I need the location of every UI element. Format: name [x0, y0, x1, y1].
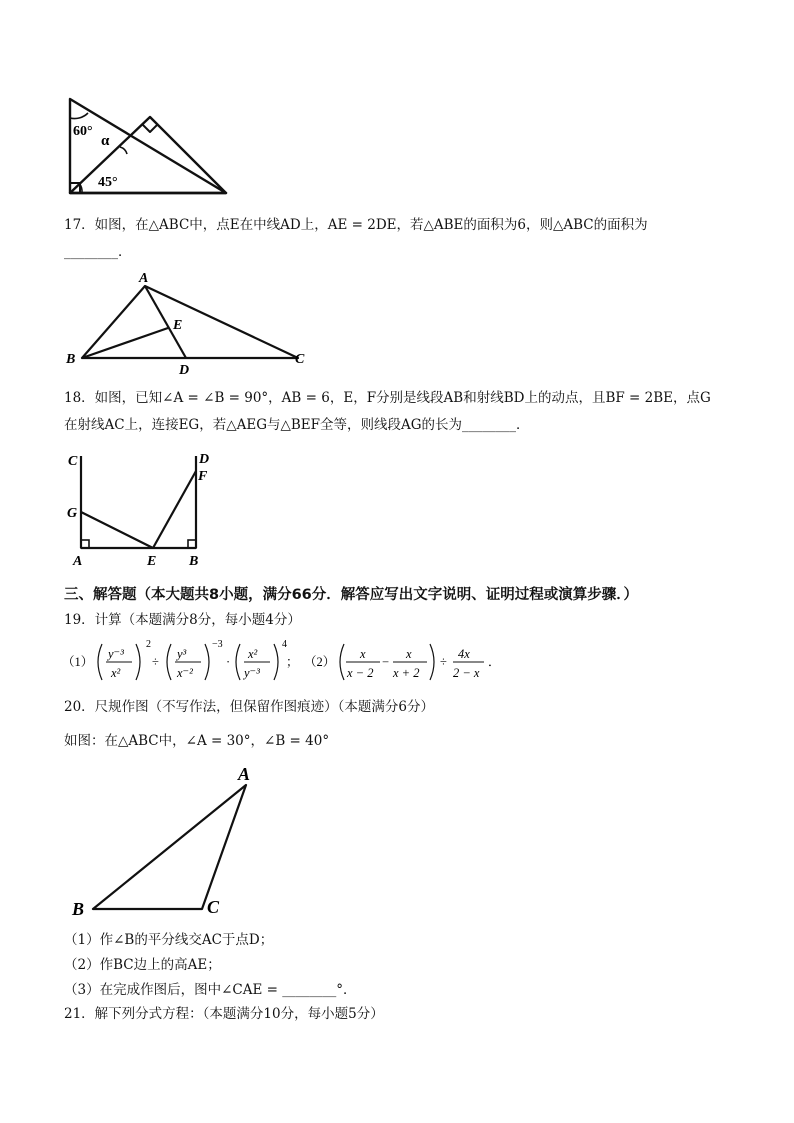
arc-alpha	[120, 147, 127, 154]
angle-60-label: 60°	[73, 124, 93, 139]
angle-alpha-label: α	[101, 133, 110, 149]
f2-den: x⁻²	[177, 666, 193, 680]
arc-60	[70, 113, 88, 119]
g3-den: 2 − x	[453, 666, 480, 680]
triangle-30-60	[70, 99, 226, 193]
q20-title: 20．尺规作图（不写作法，但保留作图痕迹）（本题满分6分）	[64, 699, 435, 715]
div-2: ÷	[440, 655, 447, 669]
figure-q18	[62, 449, 222, 571]
div-1: ÷	[152, 655, 159, 669]
triangle-45	[70, 117, 226, 193]
figure-q17	[62, 268, 322, 376]
label-c: C	[295, 352, 305, 367]
exp-1: 2	[146, 639, 151, 650]
g3-num: 4x	[458, 647, 470, 661]
label-b: B	[66, 352, 76, 367]
label-e: E	[173, 318, 183, 333]
f3-den: y⁻³	[244, 666, 260, 680]
q20-sub1: （1）作∠B的平分线交AC于点D；	[64, 932, 274, 948]
q20-sub2: （2）作BC边上的高AE；	[64, 957, 221, 973]
label-a: A	[139, 271, 149, 286]
right-angle-a	[81, 540, 89, 548]
semicolon: ；	[286, 655, 299, 669]
label-c: C	[207, 897, 220, 917]
q20-sub3: （3）在完成作图后，图中∠CAE = ________°．	[64, 982, 357, 998]
f2-num: y³	[177, 647, 187, 661]
label-d: D	[179, 363, 190, 376]
part1-label: （1）	[62, 655, 94, 669]
dot-1: ·	[226, 655, 231, 669]
f1-num: y⁻³	[108, 647, 124, 661]
label-b: B	[189, 554, 199, 569]
figure-set-squares	[60, 92, 240, 202]
label-d: D	[199, 452, 210, 467]
q20-given: 如图：在△ABC中，∠A = 30°，∠B = 40°	[64, 733, 330, 749]
label-c: C	[68, 454, 78, 469]
right-angle-mark-top	[143, 125, 157, 132]
segment-ef	[153, 471, 196, 548]
triangle-abc	[93, 785, 246, 909]
q18-line1: 18．如图，已知∠A = ∠B = 90°，AB = 6，E，F分别是线段AB和射线BD上的动点，且BF = 2BE，点G	[64, 390, 711, 406]
g2-num: x	[406, 647, 412, 661]
exp-3: 4	[282, 639, 287, 650]
f3-num: x²	[248, 647, 258, 661]
label-e: E	[147, 554, 157, 569]
label-a: A	[238, 764, 251, 784]
q19-title: 19．计算（本题满分8分，每小题4分）	[64, 612, 301, 628]
label-b: B	[72, 899, 85, 919]
q17-line1: 17．如图，在△ABC中，点E在中线AD上，AE = 2DE，若△ABE的面积为6，则△ABC的面积为	[64, 217, 648, 233]
period: ．	[488, 655, 501, 669]
exp-2: −3	[212, 639, 223, 650]
part2-label: （2）	[304, 655, 336, 669]
g1-num: x	[360, 647, 366, 661]
q18-line2: 在射线AC上，连接EG，若△AEG与△BEF全等，则线段AG的长为________．	[64, 417, 530, 433]
g1-den: x − 2	[347, 666, 374, 680]
f1-den: x²	[111, 666, 121, 680]
q21-title: 21．解下列分式方程：（本题满分10分，每小题5分）	[64, 1006, 384, 1022]
q19-expressions	[60, 634, 520, 690]
minus: −	[382, 655, 390, 669]
label-g: G	[67, 506, 78, 521]
angle-45-label: 45°	[98, 175, 118, 190]
label-a: A	[73, 554, 83, 569]
segment-ge	[81, 512, 153, 548]
g2-den: x + 2	[393, 666, 420, 680]
q17-line2: ________．	[64, 244, 132, 260]
figure-q20	[64, 762, 264, 922]
label-f: F	[198, 469, 208, 484]
section-3-title: 三、解答题（本大题共8小题，满分66分．解答应写出文字说明、证明过程或演算步骤．）	[64, 587, 639, 603]
right-angle-b	[188, 540, 196, 548]
